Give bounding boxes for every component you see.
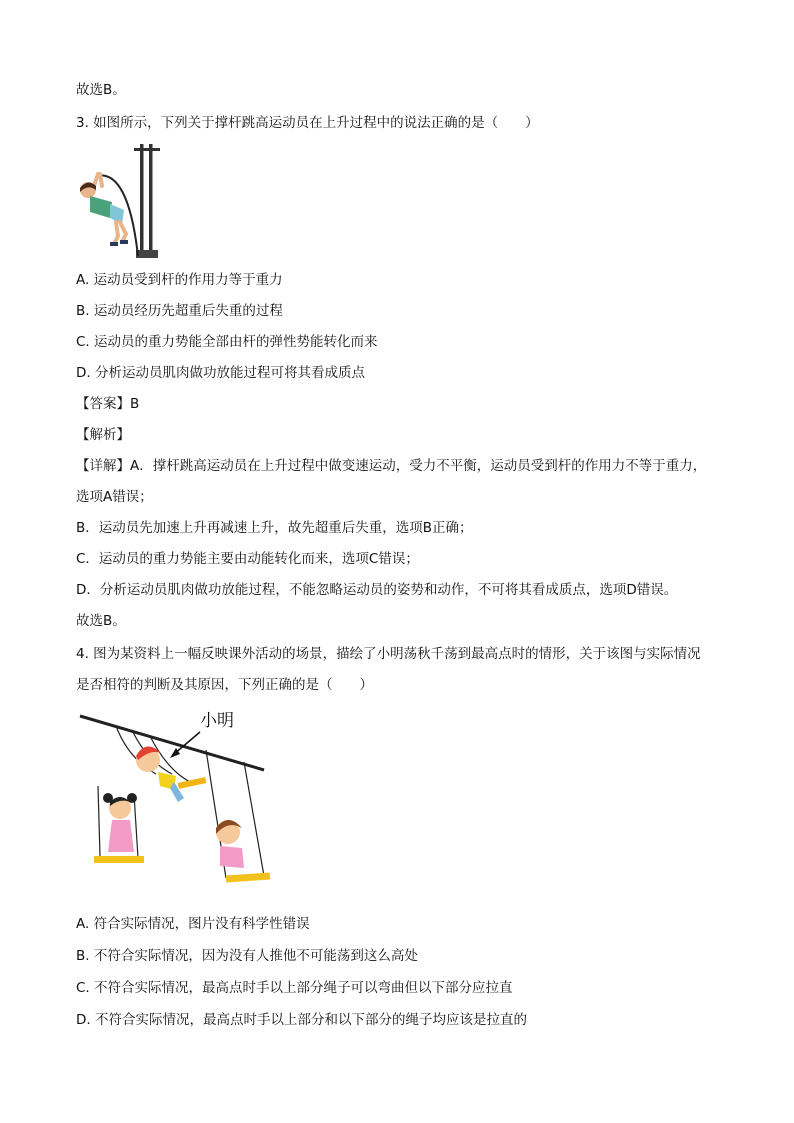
athlete-arm xyxy=(94,174,98,186)
q4-option-c: C. 不符合实际情况，最高点时手以上部分绳子可以弯曲但以下部分应拉直 xyxy=(76,980,513,996)
boy-seat xyxy=(226,872,270,882)
athlete-shoe xyxy=(110,242,118,246)
q4-stem-line2: 是否相符的判断及其原因，下列正确的是（ ） xyxy=(76,677,373,693)
girl-bun xyxy=(127,793,137,803)
base xyxy=(136,250,158,258)
q4-stem-line1: 4. 图为某资料上一幅反映课外活动的场景，描绘了小明荡秋千荡到最高点时的情形，关于该图与实际情况 xyxy=(76,646,701,662)
crossbar xyxy=(134,148,160,151)
girl-rope xyxy=(134,794,138,858)
detail-tag: 【详解】 xyxy=(76,458,130,474)
athlete-shoe xyxy=(120,240,128,244)
q3-option-d: D. 分析运动员肌肉做功放能过程可将其看成质点 xyxy=(76,365,365,381)
swing-figure xyxy=(76,702,276,902)
pole-vault-figure xyxy=(76,138,166,260)
girl-rope xyxy=(98,786,100,856)
athlete-leg xyxy=(120,222,126,242)
xiaoming-seat xyxy=(178,777,207,789)
answer-value: B xyxy=(130,396,140,412)
q3-option-a: A. 运动员受到杆的作用力等于重力 xyxy=(76,272,283,288)
q3-conclusion: 故选B。 xyxy=(76,613,126,629)
boy-shirt xyxy=(220,846,244,868)
q3-detail-a-cont: 选项A错误； xyxy=(76,489,153,505)
athlete-shirt xyxy=(90,196,112,218)
q3-detail-d: D．分析运动员肌肉做功放能过程，不能忽略运动员的姿势和动作，不可将其看成质点，选项D错误。 xyxy=(76,582,678,598)
q3-option-b: B. 运动员经历先超重后失重的过程 xyxy=(76,303,283,319)
athlete-arm xyxy=(100,174,102,186)
detail-a-text: A．撑杆跳高运动员在上升过程中做变速运动，受力不平衡，运动员受到杆的作用力不等于重力， xyxy=(130,458,707,474)
upright-right xyxy=(149,144,153,258)
girl-dress xyxy=(108,820,134,852)
upright-left xyxy=(140,144,144,258)
conclusion-prev: 故选B。 xyxy=(76,82,126,98)
answer-tag: 【答案】 xyxy=(76,396,130,412)
q4-option-a: A. 符合实际情况，图片没有科学性错误 xyxy=(76,916,310,932)
q3-detail-b: B．运动员先加速上升再减速上升，故先超重后失重，选项B正确； xyxy=(76,520,473,536)
athlete-leg xyxy=(114,222,118,244)
girl-seat xyxy=(94,856,144,863)
q4-option-d: D. 不符合实际情况，最高点时手以上部分和以下部分的绳子均应该是拉直的 xyxy=(76,1012,527,1028)
q3-option-c: C. 运动员的重力势能全部由杆的弹性势能转化而来 xyxy=(76,334,378,350)
figure-label-xiaoming: 小明 xyxy=(200,711,234,731)
boy-rope xyxy=(244,762,264,876)
q3-detail-c: C．运动员的重力势能主要由动能转化而来，选项C错误； xyxy=(76,551,419,567)
q4-option-b: B. 不符合实际情况，因为没有人推他不可能荡到这么高处 xyxy=(76,948,418,964)
q3-detail-a xyxy=(76,456,706,476)
swing-beam xyxy=(80,716,264,770)
q3-answer xyxy=(76,394,139,414)
q3-stem: 3. 如图所示，下列关于撑杆跳高运动员在上升过程中的说法正确的是（ ） xyxy=(76,115,539,131)
q3-analysis-tag: 【解析】 xyxy=(76,427,130,443)
